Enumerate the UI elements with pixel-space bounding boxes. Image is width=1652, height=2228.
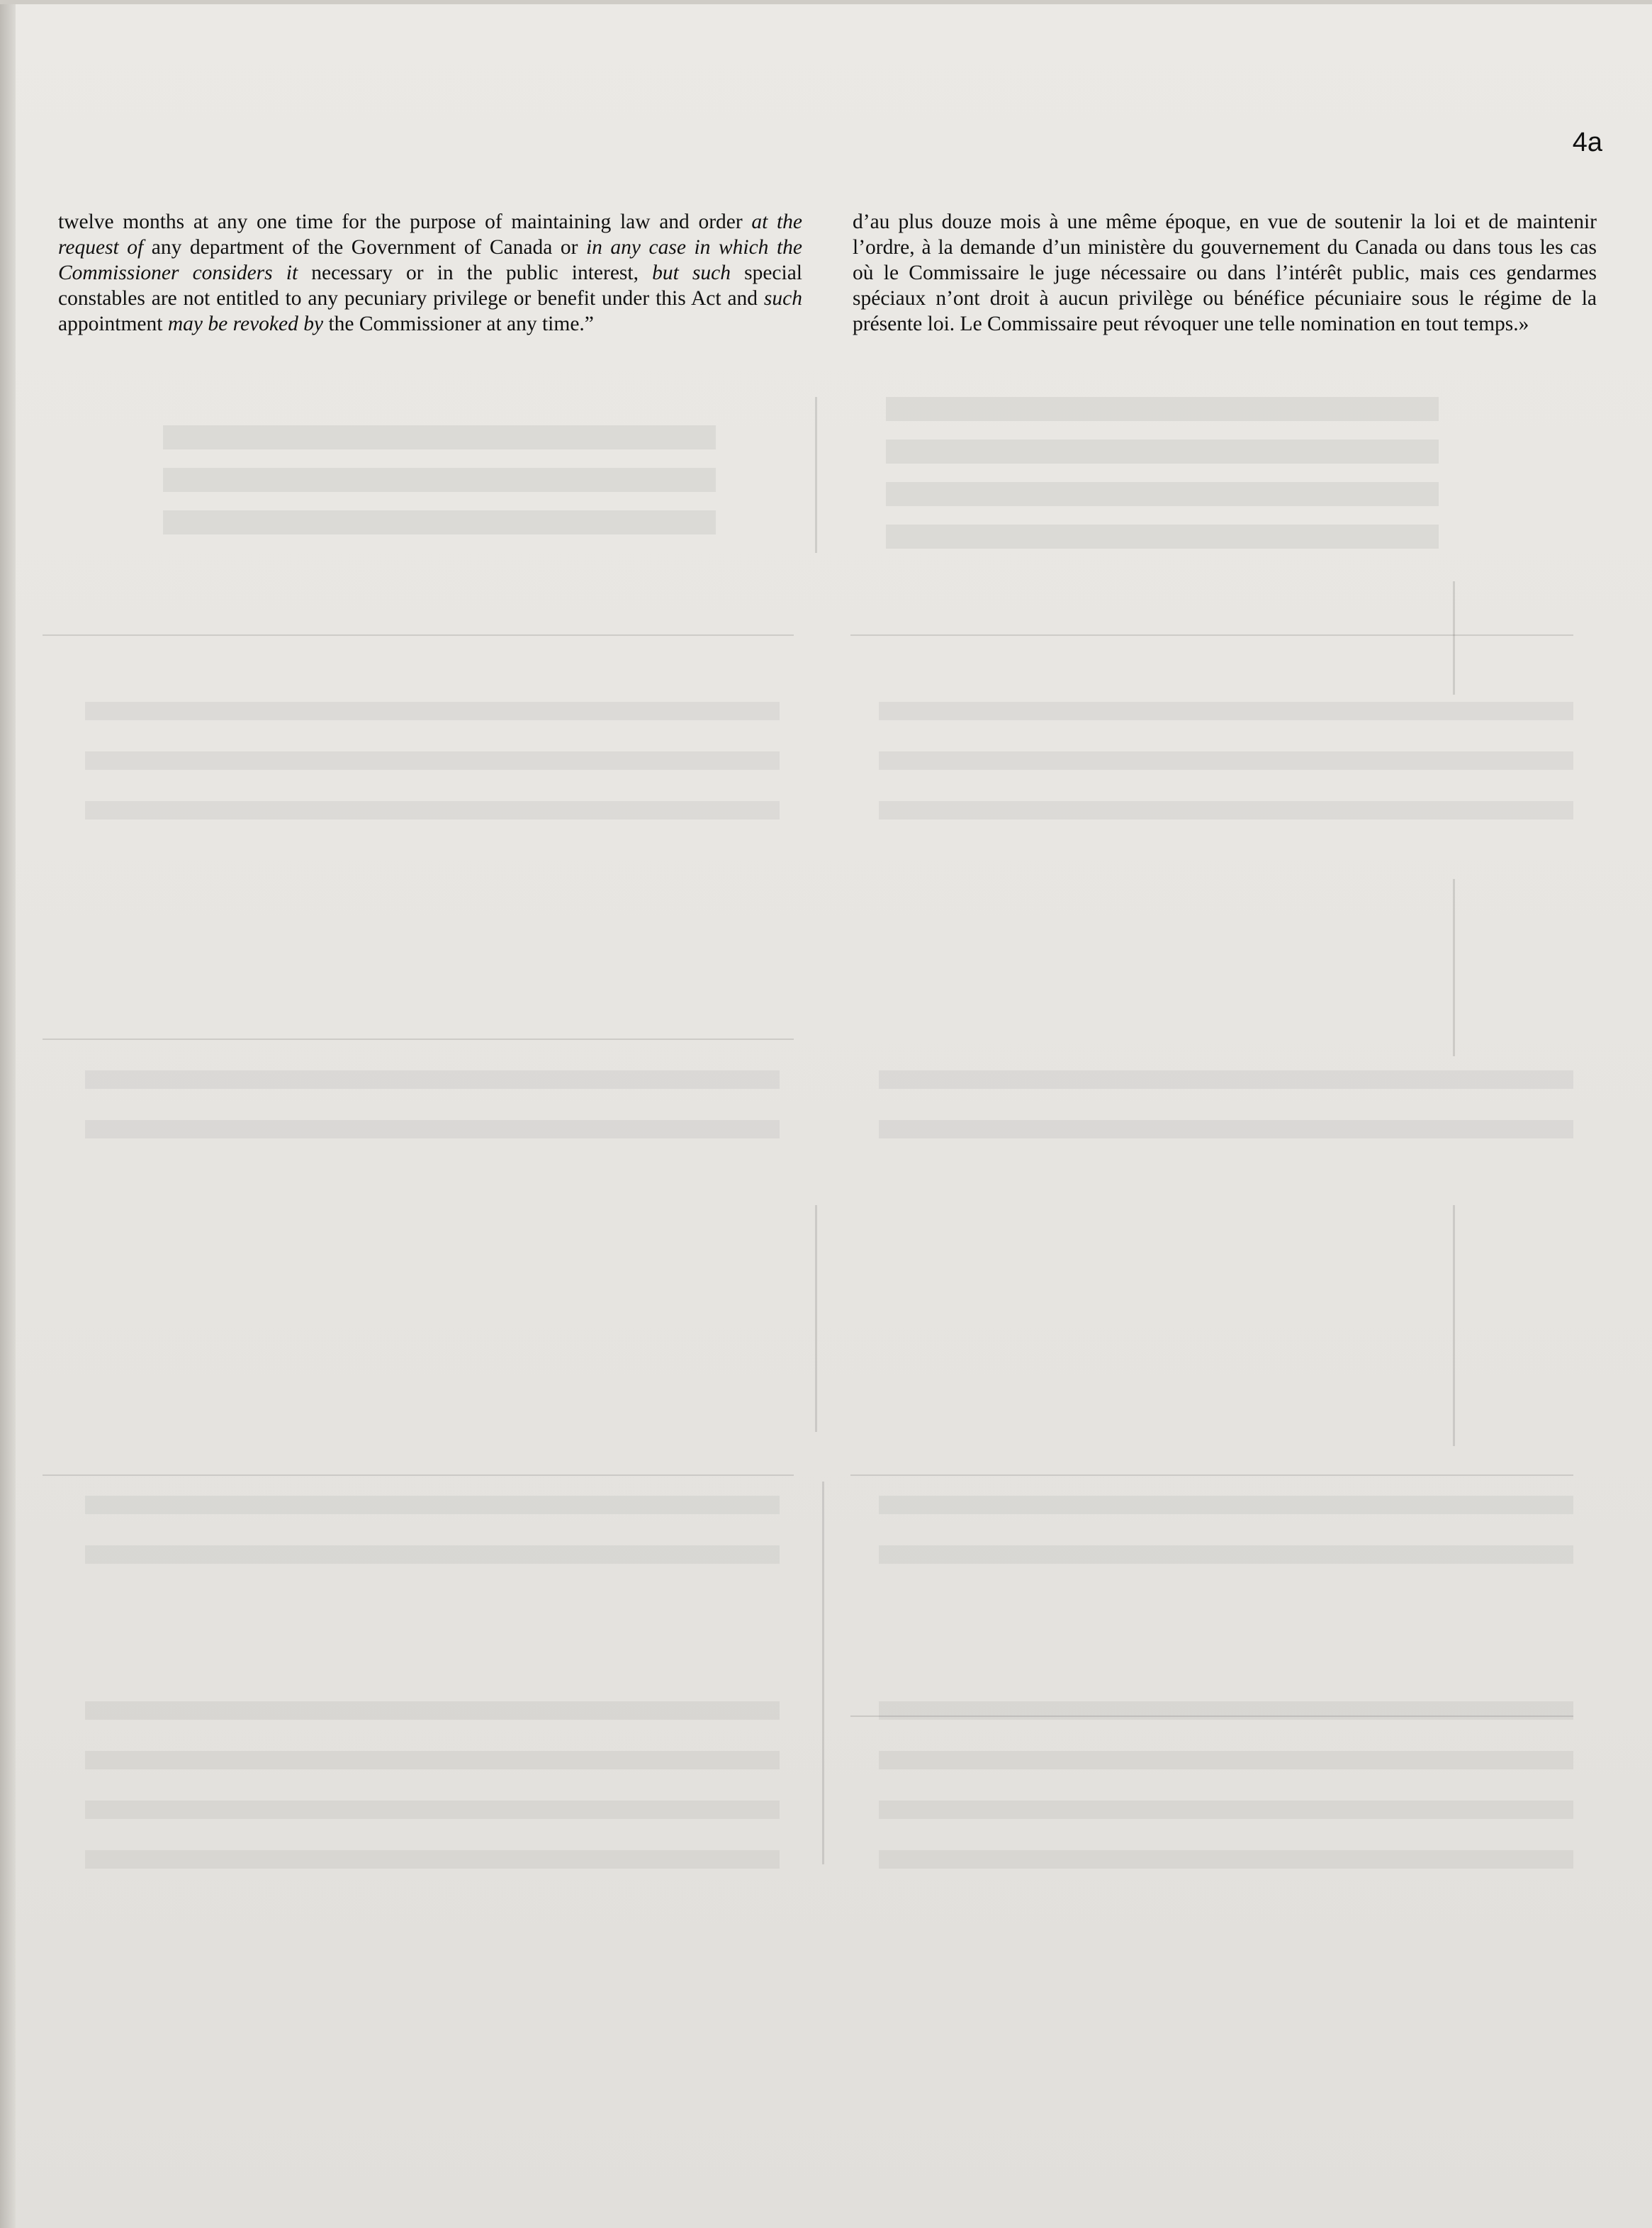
page-binding-edge bbox=[0, 0, 16, 2228]
french-paragraph: d’au plus douze mois à une même époque, en vue de soutenir la loi et de maintenir l’ordre, à la demande d’un ministère du gouvernement du Canada ou dans tous les cas où le Commissaire le juge nécessaire ou dans l’intérêt public, mais ces gendarmes spéciaux n’ont droit à aucun privilège ou bénéfice pécuniaire sous le régime de la présente loi. Le Commissaire peut révoquer une telle nomination en tout temps.» bbox=[853, 211, 1597, 335]
text-run: necessary or in the public interest, bbox=[298, 262, 653, 284]
italic-text-run: but such bbox=[652, 262, 731, 284]
text-run: appointment bbox=[58, 313, 168, 335]
english-text-column bbox=[58, 209, 802, 337]
text-run: twelve months at any one time for the purpose of maintaining law and order bbox=[58, 211, 752, 233]
french-text-column bbox=[853, 209, 1597, 337]
italic-text-run: at the request of bbox=[58, 211, 802, 259]
italic-text-run: in any case in which the Commissioner considers it bbox=[58, 236, 802, 284]
text-run: special constables are not entitled to any pecuniary privilege or benefit under this Act and bbox=[58, 262, 802, 310]
page-top-edge bbox=[0, 0, 1652, 4]
page-number: 4a bbox=[1572, 128, 1602, 157]
english-paragraph bbox=[58, 209, 802, 337]
text-run: any department of the Government of Canada or bbox=[143, 236, 586, 259]
italic-text-run: such bbox=[763, 287, 802, 310]
text-run: the Commissioner at any time.” bbox=[323, 313, 594, 335]
italic-text-run: may be revoked by bbox=[167, 313, 324, 335]
